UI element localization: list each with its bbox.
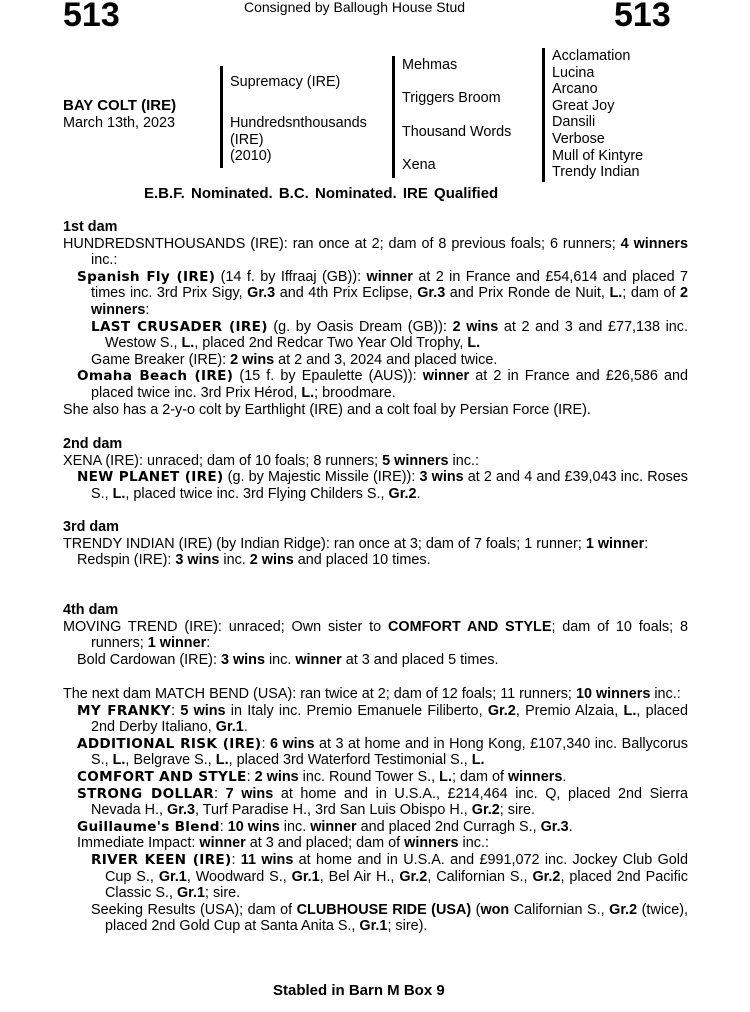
ancestor: Dansili <box>552 114 596 131</box>
produce-entry: Redspin (IRE): 3 wins inc. 2 wins and placed 10 times. <box>77 552 431 569</box>
pedigree-dam-dam: Xena <box>402 157 436 173</box>
first-dam-section <box>63 219 688 418</box>
dam-intro: XENA (IRE): unraced; dam of 10 foals; 8 runners; 5 winners inc.: <box>63 452 479 469</box>
section-heading: 3rd dam <box>63 519 119 535</box>
pedigree-dam-sire: Thousand Words <box>402 124 512 140</box>
produce-entry: COMFORT AND STYLE: 2 wins inc. Round Tower S., L.; dam of winners. <box>77 768 567 785</box>
pedigree-dam <box>230 115 367 165</box>
next-dam-section <box>63 686 688 935</box>
pedigree-sire-dam: Triggers Broom <box>402 90 501 106</box>
pedigree-sire: Supremacy (IRE) <box>230 74 341 90</box>
ancestor: Great Joy <box>552 97 615 114</box>
produce-entry: Omaha Beach (IRE) (15 f. by Epaulette (AUS)): winner at 2 in France and £26,586 and placed twice inc. 3rd Prix Hérod, L.; broodmare. <box>77 368 688 401</box>
pedigree-bracket-1 <box>220 66 223 168</box>
horse-foaled: March 13th, 2023 <box>63 114 175 131</box>
produce-entry: RIVER KEEN (IRE): 11 wins at home and in U.S.A. and £991,072 inc. Jockey Club Gold Cup S., Gr.1, Woodward S., Gr.1, Bel Air H., Gr.2, Californian S., Gr.2, placed 2nd Pacific Classic S., Gr.1; sire. <box>91 851 688 902</box>
pedigree-dam-year: (2010) <box>230 148 272 165</box>
pedigree-third-generation <box>552 48 643 181</box>
produce-entry: Immediate Impact: winner at 3 and placed; dam of winners inc.: <box>77 835 489 852</box>
ancestor: Mull of Kintyre <box>552 147 644 164</box>
ancestor: Arcano <box>552 81 598 98</box>
second-dam-section <box>63 436 688 502</box>
lot-number-right: 513 <box>614 0 671 34</box>
dam-intro: MOVING TREND (IRE): unraced; Own sister to COMFORT AND STYLE; dam of 10 foals; 8 runners; 1 winner: <box>63 618 688 652</box>
stabled-location: Stabled in Barn M Box 9 <box>273 982 445 999</box>
produce-entry: Guillaume's Blend: 10 wins inc. winner and placed 2nd Curragh S., Gr.3. <box>77 818 573 835</box>
produce-entry: ADDITIONAL RISK (IRE): 6 wins at 3 at home and in Hong Kong, £107,340 inc. Ballycorus S., L., Belgrave S., L., placed 3rd Waterford Testimonial S., L. <box>77 735 688 769</box>
produce-entry: Game Breaker (IRE): 2 wins at 2 and 3, 2024 and placed twice. <box>91 351 498 368</box>
dam-footer: She also has a 2-y-o colt by Earthlight (IRE) and a colt foal by Persian Force (IRE). <box>63 401 591 418</box>
ancestor: Lucina <box>552 64 595 81</box>
produce-entry: NEW PLANET (IRE) (g. by Majestic Missile (IRE)): 3 wins at 2 and 4 and £39,043 inc. Roses S., L., placed twice inc. 3rd Flying Childers S., Gr.2. <box>77 469 688 502</box>
dam-intro: The next dam MATCH BEND (USA): ran twice at 2; dam of 12 foals; 11 runners; 10 winners inc.: <box>63 686 681 702</box>
produce-entry: Bold Cardowan (IRE): 3 wins inc. winner at 3 and placed 5 times. <box>77 651 499 668</box>
pedigree-sire-sire: Mehmas <box>402 57 458 73</box>
dam-intro: HUNDREDSNTHOUSANDS (IRE): ran once at 2; dam of 8 previous foals; 6 runners; 4 winners inc.: <box>63 235 688 269</box>
ancestor: Verbose <box>552 130 605 147</box>
consignor: Consigned by Ballough House Stud <box>244 0 466 15</box>
produce-entry: STRONG DOLLAR: 7 wins at home and in U.S.A., £214,464 inc. Q, placed 2nd Sierra Nevada H., Gr.3, Turf Paradise H., 3rd San Luis Obispo H., Gr.2; sire. <box>77 785 689 819</box>
pedigree-bracket-2 <box>392 56 395 178</box>
ancestor: Trendy Indian <box>552 164 640 181</box>
fourth-dam-section <box>63 602 688 668</box>
pedigree-dam-country: (IRE) <box>230 131 264 148</box>
produce-entry: LAST CRUSADER (IRE) (g. by Oasis Dream (GB)): 2 wins at 2 and 3 and £77,138 inc. Westow S., L., placed 2nd Redcar Two Year Old Trophy, L. <box>91 318 688 352</box>
third-dam-section <box>63 519 688 569</box>
lot-number-left: 513 <box>63 0 120 34</box>
dam-intro: TRENDY INDIAN (IRE) (by Indian Ridge): ran once at 3; dam of 7 foals; 1 runner; 1 winner: <box>63 535 649 552</box>
produce-entry: Seeking Results (USA); dam of CLUBHOUSE RIDE (USA) (won Californian S., Gr.2 (twice), placed 2nd Gold Cup at Santa Anita S., Gr.1; sire). <box>91 901 689 935</box>
section-heading: 4th dam <box>63 602 119 618</box>
horse-info <box>63 98 176 131</box>
pedigree-dam-name: Hundredsnthousands <box>230 115 367 131</box>
produce-entry: MY FRANKY: 5 wins in Italy inc. Premio Emanuele Filiberto, Gr.2, Premio Alzaia, L., placed 2nd Derby Italiano, Gr.1. <box>77 702 688 736</box>
ancestor: Acclamation <box>552 48 631 64</box>
pedigree-bracket-3 <box>542 48 545 182</box>
produce-entry: Spanish Fly (IRE) (14 f. by Iffraaj (GB)): winner at 2 in France and £54,614 and placed 7 times inc. 3rd Prix Sigy, Gr.3 and 4th Prix Eclipse, Gr.3 and Prix Ronde de Nuit, L.; dam of 2 winners: <box>77 268 688 318</box>
horse-description: BAY COLT (IRE) <box>63 97 177 114</box>
section-heading: 1st dam <box>63 219 118 235</box>
section-heading: 2nd dam <box>63 436 123 452</box>
nominations: E.B.F. Nominated. B.C. Nominated. IRE Qualified <box>144 185 499 202</box>
